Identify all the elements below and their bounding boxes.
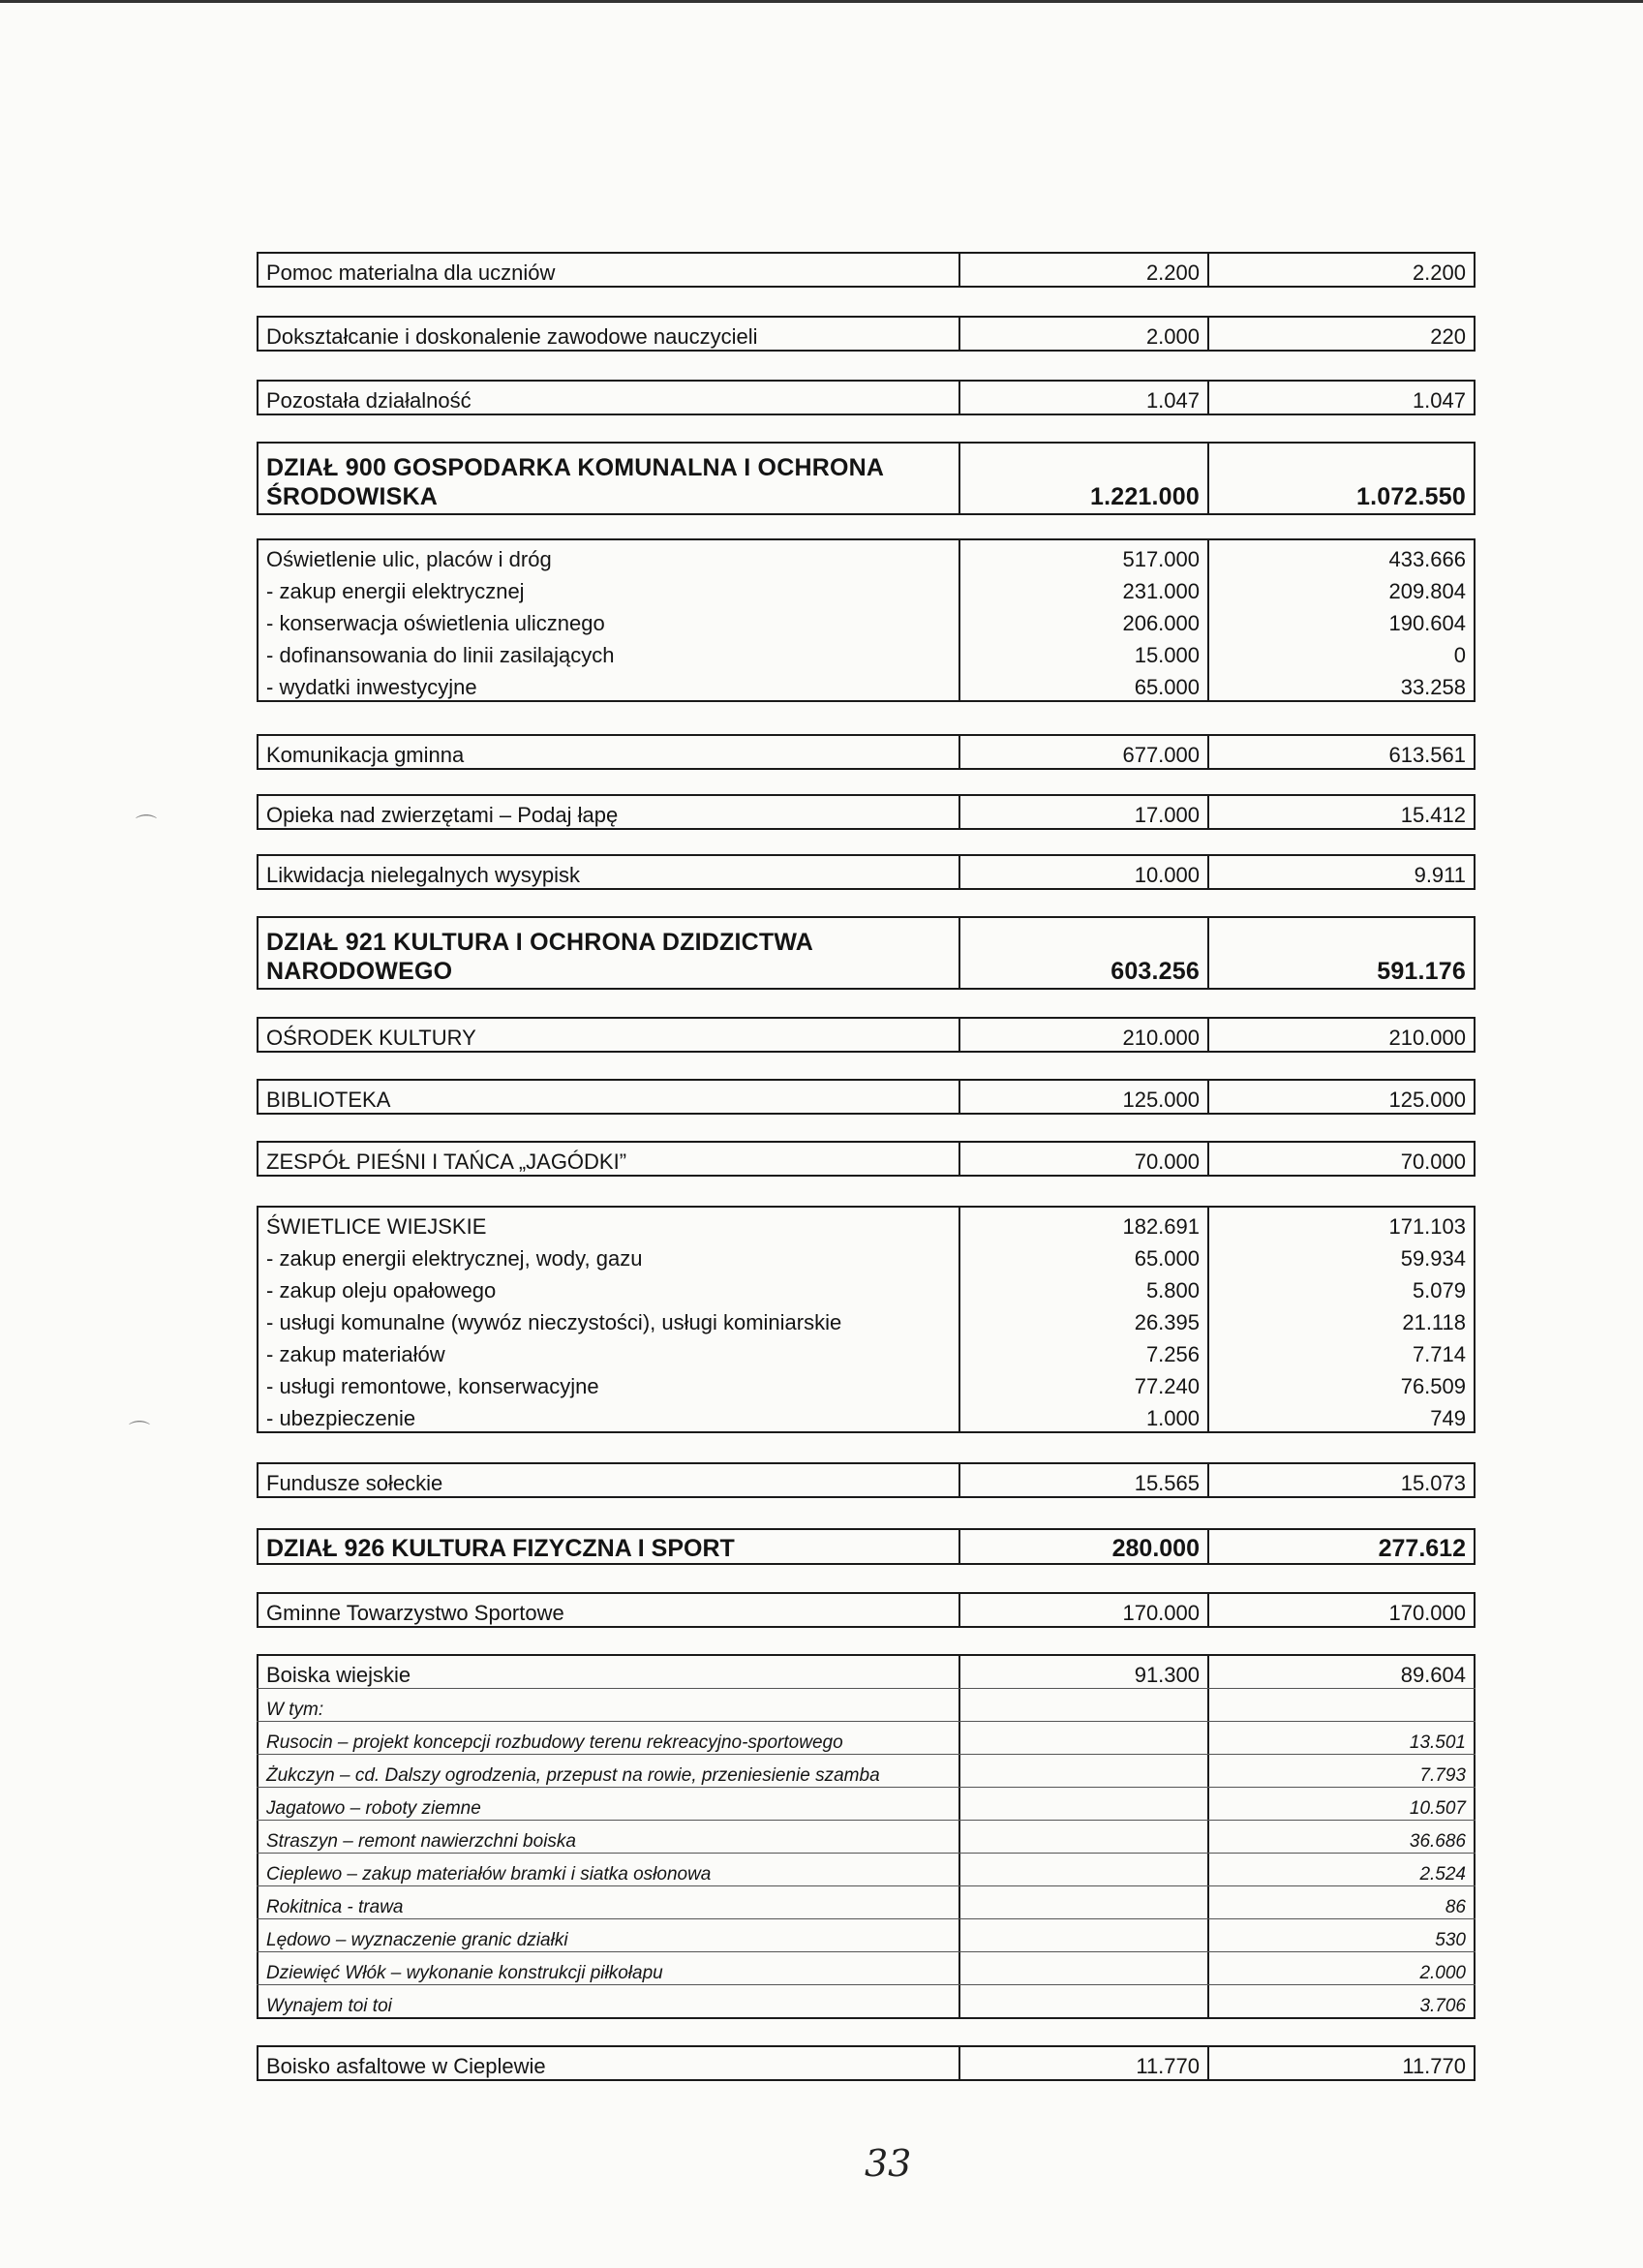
planned-amount: [960, 1854, 1209, 1885]
planned-amount: 10.000: [960, 856, 1209, 888]
row-label: Oświetlenie ulic, placów i dróg: [257, 540, 960, 572]
margin-mark: ⌒: [129, 1420, 151, 1444]
row-label: Dziewięć Włók – wykonanie konstrukcji piłkołapu: [257, 1952, 960, 1984]
table-row: [257, 1654, 1476, 1689]
executed-amount: 1.047: [1209, 382, 1476, 414]
table-row: [257, 734, 1476, 770]
executed-amount: 2.000: [1209, 1952, 1476, 1984]
row-label: [257, 444, 960, 513]
row-label: ŚWIETLICE WIEJSKIE: [257, 1208, 960, 1240]
table-row: [257, 1399, 1476, 1433]
planned-amount: [960, 1722, 1209, 1754]
executed-amount: 15.412: [1209, 796, 1476, 828]
planned-amount: [960, 1689, 1209, 1721]
planned-amount: 1.221.000: [960, 444, 1209, 513]
executed-amount: 3.706: [1209, 1985, 1476, 2017]
table-row: [257, 916, 1476, 990]
row-label: Opieka nad zwierzętami – Podaj łapę: [257, 796, 960, 828]
section-gts: [257, 1592, 1476, 1628]
table-row: [257, 1303, 1476, 1335]
planned-amount: 91.300: [960, 1656, 1209, 1688]
section-heading-line: ŚRODOWISKA: [266, 483, 438, 510]
row-label: OŚRODEK KULTURY: [257, 1019, 960, 1051]
planned-amount: 125.000: [960, 1081, 1209, 1113]
row-label: - konserwacja oświetlenia ulicznego: [257, 604, 960, 636]
planned-amount: 603.256: [960, 918, 1209, 988]
row-label: - usługi remontowe, konserwacyjne: [257, 1367, 960, 1399]
row-label: Dokształcanie i doskonalenie zawodowe nauczycieli: [257, 318, 960, 350]
planned-amount: [960, 1821, 1209, 1853]
table-row: [257, 1079, 1476, 1115]
table-row: [257, 380, 1476, 415]
table-row: [257, 572, 1476, 604]
row-label: BIBLIOTEKA: [257, 1081, 960, 1113]
table-row: [257, 1528, 1476, 1565]
row-label: Fundusze sołeckie: [257, 1464, 960, 1496]
executed-amount: 190.604: [1209, 604, 1476, 636]
table-row: [257, 1462, 1476, 1498]
planned-amount: 231.000: [960, 572, 1209, 604]
executed-amount: 2.524: [1209, 1854, 1476, 1885]
section-dzial921: [257, 916, 1476, 990]
row-label: Boisko asfaltowe w Cieplewie: [257, 2047, 960, 2079]
row-label: Wynajem toi toi: [257, 1985, 960, 2017]
planned-amount: 677.000: [960, 736, 1209, 768]
planned-amount: 1.047: [960, 382, 1209, 414]
row-label: Straszyn – remont nawierzchni boiska: [257, 1821, 960, 1853]
executed-amount: [1209, 1689, 1476, 1721]
table-row: [257, 1886, 1476, 1919]
table-row: [257, 854, 1476, 890]
planned-amount: 210.000: [960, 1019, 1209, 1051]
planned-amount: 15.565: [960, 1464, 1209, 1496]
row-label: - wydatki inwestycyjne: [257, 668, 960, 700]
executed-amount: 2.200: [1209, 254, 1476, 286]
table-row: [257, 1952, 1476, 1985]
row-label: Żukczyn – cd. Dalszy ogrodzenia, przepust na rowie, przeniesienie szamba: [257, 1755, 960, 1787]
row-label: Jagatowo – roboty ziemne: [257, 1788, 960, 1820]
planned-amount: 26.395: [960, 1303, 1209, 1335]
planned-amount: 17.000: [960, 796, 1209, 828]
row-label: - ubezpieczenie: [257, 1399, 960, 1431]
section-fundusze: [257, 1462, 1476, 1498]
executed-amount: 530: [1209, 1919, 1476, 1951]
planned-amount: 280.000: [960, 1530, 1209, 1563]
executed-amount: 433.666: [1209, 540, 1476, 572]
section-dzial926: [257, 1528, 1476, 1565]
executed-amount: 591.176: [1209, 918, 1476, 988]
section-pomoc: [257, 252, 1476, 288]
executed-amount: 1.072.550: [1209, 444, 1476, 513]
row-label: - zakup energii elektrycznej, wody, gazu: [257, 1240, 960, 1272]
section-likwidacja: [257, 854, 1476, 890]
row-label: Cieplewo – zakup materiałów bramki i siatka osłonowa: [257, 1854, 960, 1885]
executed-amount: 10.507: [1209, 1788, 1476, 1820]
executed-amount: 11.770: [1209, 2047, 1476, 2079]
executed-amount: 15.073: [1209, 1464, 1476, 1496]
planned-amount: [960, 1919, 1209, 1951]
section-biblioteka: [257, 1079, 1476, 1115]
table-row: [257, 1985, 1476, 2019]
row-label: Gminne Towarzystwo Sportowe: [257, 1594, 960, 1626]
table-row: [257, 1722, 1476, 1755]
section-heading-line: DZIAŁ 921 KULTURA I OCHRONA DZIDZICTWA: [266, 929, 813, 956]
executed-amount: 36.686: [1209, 1821, 1476, 1853]
executed-amount: 170.000: [1209, 1594, 1476, 1626]
executed-amount: 209.804: [1209, 572, 1476, 604]
executed-amount: 749: [1209, 1399, 1476, 1431]
row-label: Pozostała działalność: [257, 382, 960, 414]
section-osrodek: [257, 1017, 1476, 1053]
margin-mark: ⌒: [136, 813, 158, 838]
executed-amount: 89.604: [1209, 1656, 1476, 1688]
table-row: [257, 636, 1476, 668]
section-doksz: [257, 316, 1476, 352]
executed-amount: 76.509: [1209, 1367, 1476, 1399]
row-label: - dofinansowania do linii zasilających: [257, 636, 960, 668]
executed-amount: 7.793: [1209, 1755, 1476, 1787]
table-row: [257, 2045, 1476, 2081]
executed-amount: 0: [1209, 636, 1476, 668]
planned-amount: 5.800: [960, 1272, 1209, 1303]
executed-amount: 613.561: [1209, 736, 1476, 768]
row-label: - usługi komunalne (wywóz nieczystości), usługi kominiarskie: [257, 1303, 960, 1335]
row-label: [257, 918, 960, 988]
planned-amount: 206.000: [960, 604, 1209, 636]
row-label: - zakup oleju opałowego: [257, 1272, 960, 1303]
table-row: [257, 1272, 1476, 1303]
section-opieka: [257, 794, 1476, 830]
section-heading-line: NARODOWEGO: [266, 958, 453, 985]
row-label: DZIAŁ 926 KULTURA FIZYCZNA I SPORT: [257, 1530, 960, 1563]
planned-amount: 11.770: [960, 2047, 1209, 2079]
section-boiska: [257, 1654, 1476, 2019]
row-label: Boiska wiejskie: [257, 1656, 960, 1688]
section-heading-line: DZIAŁ 900 GOSPODARKA KOMUNALNA I OCHRONA: [266, 454, 885, 481]
table-row: [257, 1240, 1476, 1272]
table-row: [257, 538, 1476, 572]
page-number: 33: [865, 2142, 912, 2185]
table-row: [257, 794, 1476, 830]
row-label: Lędowo – wyznaczenie granic działki: [257, 1919, 960, 1951]
executed-amount: 220: [1209, 318, 1476, 350]
table-row: [257, 442, 1476, 515]
executed-amount: 277.612: [1209, 1530, 1476, 1563]
planned-amount: 2.200: [960, 254, 1209, 286]
executed-amount: 13.501: [1209, 1722, 1476, 1754]
table-row: [257, 252, 1476, 288]
executed-amount: 86: [1209, 1886, 1476, 1918]
table-row: [257, 1017, 1476, 1053]
section-swietlice: [257, 1206, 1476, 1433]
section-zespol: [257, 1141, 1476, 1177]
table-row: [257, 1206, 1476, 1240]
executed-amount: 59.934: [1209, 1240, 1476, 1272]
top-border-line: [0, 0, 1643, 3]
executed-amount: 9.911: [1209, 856, 1476, 888]
table-row: [257, 1141, 1476, 1177]
row-label: W tym:: [257, 1689, 960, 1721]
table-row: [257, 1788, 1476, 1821]
planned-amount: [960, 1886, 1209, 1918]
planned-amount: 2.000: [960, 318, 1209, 350]
executed-amount: 7.714: [1209, 1335, 1476, 1367]
executed-amount: 171.103: [1209, 1208, 1476, 1240]
planned-amount: 65.000: [960, 1240, 1209, 1272]
section-oswietlenie: [257, 538, 1476, 702]
section-komunikacja: [257, 734, 1476, 770]
table-row: [257, 1821, 1476, 1854]
planned-amount: 170.000: [960, 1594, 1209, 1626]
table-row: [257, 1367, 1476, 1399]
row-label: Rokitnica - trawa: [257, 1886, 960, 1918]
planned-amount: 7.256: [960, 1335, 1209, 1367]
section-pozost: [257, 380, 1476, 415]
executed-amount: 125.000: [1209, 1081, 1476, 1113]
row-label: - zakup energii elektrycznej: [257, 572, 960, 604]
table-row: [257, 668, 1476, 702]
table-row: [257, 1919, 1476, 1952]
planned-amount: 182.691: [960, 1208, 1209, 1240]
table-row: [257, 316, 1476, 352]
row-label: ZESPÓŁ PIEŚNI I TAŃCA „JAGÓDKI”: [257, 1143, 960, 1175]
executed-amount: 5.079: [1209, 1272, 1476, 1303]
planned-amount: 15.000: [960, 636, 1209, 668]
row-label: Komunikacja gminna: [257, 736, 960, 768]
planned-amount: [960, 1985, 1209, 2017]
planned-amount: [960, 1952, 1209, 1984]
table-row: [257, 1854, 1476, 1886]
planned-amount: 517.000: [960, 540, 1209, 572]
table-row: [257, 604, 1476, 636]
section-dzial900: [257, 442, 1476, 515]
row-label: Rusocin – projekt koncepcji rozbudowy terenu rekreacyjno-sportowego: [257, 1722, 960, 1754]
planned-amount: 1.000: [960, 1399, 1209, 1431]
planned-amount: [960, 1788, 1209, 1820]
row-label: Pomoc materialna dla uczniów: [257, 254, 960, 286]
table-row: [257, 1689, 1476, 1722]
executed-amount: 33.258: [1209, 668, 1476, 700]
planned-amount: 70.000: [960, 1143, 1209, 1175]
planned-amount: 65.000: [960, 668, 1209, 700]
table-row: [257, 1592, 1476, 1628]
planned-amount: [960, 1755, 1209, 1787]
section-boisko-asfaltowe: [257, 2045, 1476, 2081]
executed-amount: 21.118: [1209, 1303, 1476, 1335]
table-row: [257, 1755, 1476, 1788]
row-label: - zakup materiałów: [257, 1335, 960, 1367]
executed-amount: 70.000: [1209, 1143, 1476, 1175]
row-label: Likwidacja nielegalnych wysypisk: [257, 856, 960, 888]
executed-amount: 210.000: [1209, 1019, 1476, 1051]
table-row: [257, 1335, 1476, 1367]
planned-amount: 77.240: [960, 1367, 1209, 1399]
